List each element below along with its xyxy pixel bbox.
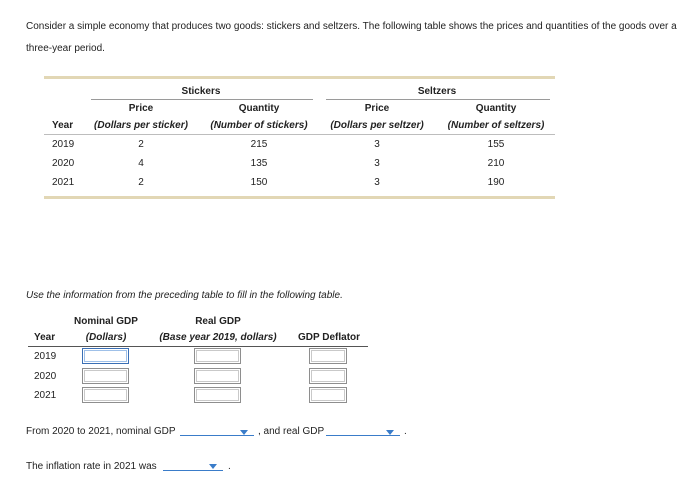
q2-suffix: . [228,461,231,472]
stickers-group-header: Stickers [181,86,221,97]
table-bottom-rule [44,196,555,199]
sticker-price-cell: 2 [138,177,144,188]
year-cell: 2020 [52,158,75,169]
year-cell: 2020 [34,371,57,382]
sticker-quantity-cell: 135 [250,158,268,169]
instruction-text: Use the information from the preceding table to fill in the following table. [26,290,343,301]
q2-prefix: The inflation rate in 2021 was [26,461,157,472]
intro-text: Consider a simple economy that produces two goods: stickers and seltzers. The following table shows the prices and quantities of the goods over a three-year period. [26,21,677,54]
nominal-gdp-2019-input[interactable] [82,348,129,364]
chevron-down-icon[interactable] [240,430,248,435]
year-header-2: Year [34,332,56,343]
seltzer-quantity-cell: 155 [487,139,505,150]
chevron-down-icon[interactable] [386,430,394,435]
sticker-price-cell: 4 [138,158,144,169]
sticker-price-cell: 2 [138,139,144,150]
seltzers-group-line [326,99,550,100]
gdp-deflator-2019-input[interactable] [309,348,347,364]
table-top-rule [44,76,555,79]
year-cell: 2021 [52,177,75,188]
header-bottom-line [44,134,555,135]
seltzer-price-header: Price [364,103,390,114]
stickers-group-line [91,99,313,100]
gdp-deflator-header: GDP Deflator [297,332,361,343]
real-gdp-2020-input[interactable] [194,368,241,384]
real-gdp-2021-input[interactable] [194,387,241,403]
sticker-quantity-cell: 215 [250,139,268,150]
q1-suffix: . [404,426,407,437]
sticker-price-header: Price [128,103,154,114]
nominal-gdp-2020-input[interactable] [82,368,129,384]
seltzer-price-cell: 3 [374,177,380,188]
chevron-down-icon[interactable] [209,464,217,469]
table2-header-line [28,346,368,347]
gdp-deflator-2021-input[interactable] [309,387,347,403]
year-cell: 2019 [52,139,75,150]
real-gdp-2019-input[interactable] [194,348,241,364]
seltzer-price-unit: (Dollars per seltzer) [330,120,424,131]
q1-middle: , and real GDP [258,426,325,437]
seltzer-price-cell: 3 [374,139,380,150]
seltzer-quantity-cell: 210 [487,158,505,169]
sticker-quantity-cell: 150 [250,177,268,188]
real-gdp-header: Real GDP [195,316,241,327]
base-year-unit: (Base year 2019, dollars) [159,332,277,343]
q1-prefix: From 2020 to 2021, nominal GDP [26,426,176,437]
seltzer-quantity-header: Quantity [475,103,517,114]
sticker-price-unit: (Dollars per sticker) [94,120,188,131]
year-header: Year [52,120,74,131]
nominal-gdp-2021-input[interactable] [82,387,129,403]
nominal-gdp-header: Nominal GDP [74,316,138,327]
seltzers-group-header: Seltzers [417,86,457,97]
year-cell: 2021 [34,390,57,401]
dollars-unit: (Dollars) [85,332,127,343]
sticker-quantity-header: Quantity [238,103,280,114]
gdp-deflator-2020-input[interactable] [309,368,347,384]
seltzer-quantity-cell: 190 [487,177,505,188]
seltzer-quantity-unit: (Number of seltzers) [447,120,545,131]
seltzer-price-cell: 3 [374,158,380,169]
sticker-quantity-unit: (Number of stickers) [210,120,308,131]
year-cell: 2019 [34,351,57,362]
